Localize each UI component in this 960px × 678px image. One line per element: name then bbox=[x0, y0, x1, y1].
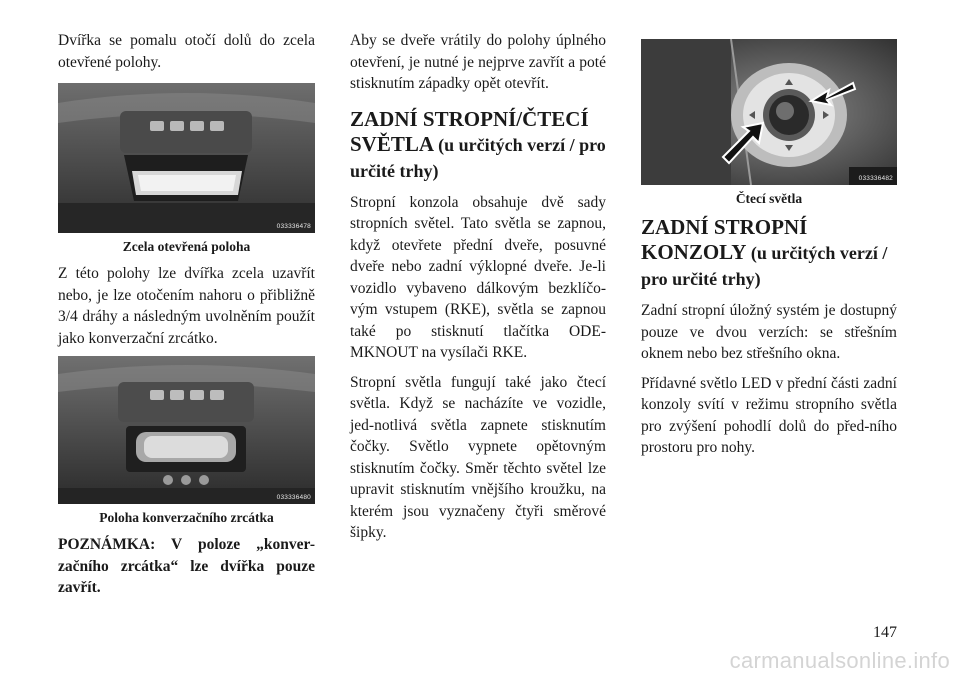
figure-code: 033336482 bbox=[858, 175, 893, 182]
page-number: 147 bbox=[873, 624, 897, 641]
figure-code: 033336480 bbox=[276, 494, 311, 501]
section-heading-reading-lights bbox=[350, 107, 606, 184]
photo-fully-open bbox=[58, 83, 315, 233]
watermark: carmanualsonline.info bbox=[729, 648, 950, 673]
heading-sub: (u určitých verzí / pro určité trhy) bbox=[350, 134, 606, 181]
column-left bbox=[58, 30, 315, 599]
figure-conversation-mirror bbox=[58, 356, 315, 504]
photo-reading-lights bbox=[641, 39, 897, 185]
photo-conversation-mirror bbox=[58, 356, 315, 504]
door-paragraph: Aby se dveře vrátily do polohy úplného otevření, je nutné je nejprve zavřít a poté stisknutím západky opět otevřít. bbox=[350, 32, 606, 92]
figure-code: 033336478 bbox=[276, 223, 311, 230]
section-heading-rear-console bbox=[641, 215, 897, 292]
heading-main: ZADNÍ STROPNÍ KONZOLY bbox=[641, 215, 808, 264]
console-paragraph: Stropní konzola obsahuje dvě sady stropních světel. Tato světla se zapnou, když otevřete přední dveře, posuvné dveře nebo zadní výklopné dveře. Je-li vozidlo vybaveno dálkovým bezklíčo-vým vstupem (RKE), světla se zapnou také po stisknutí tlačítka ODE-MKNOUT na vysílači RKE. bbox=[350, 193, 606, 361]
led-paragraph: Přídavné světlo LED v přední části zadní konzoly svítí v režimu stropního světla pro zvýšení pohodlí dolů do před-ního prostoru pro nohy. bbox=[641, 374, 897, 456]
figure-caption: Čtecí světla bbox=[735, 191, 803, 206]
mirror-paragraph: Z této polohy lze dvířka zcela uzavřít nebo, je lze otočením nahoru o přibližně 3/4 dráhy a následným uvolněním použít jako konverzační zrcátko. bbox=[58, 265, 315, 347]
column-right bbox=[641, 39, 897, 459]
heading-sub: (u určitých verzí / pro určité trhy) bbox=[641, 243, 888, 289]
figure-reading-lights bbox=[641, 39, 897, 185]
figure-fully-open bbox=[58, 83, 315, 233]
intro-paragraph: Dvířka se pomalu otočí dolů do zcela otevřené polohy. bbox=[58, 32, 315, 71]
column-middle bbox=[350, 30, 606, 544]
reading-light-paragraph: Stropní světla fungují také jako čtecí světla. Když se nacházíte ve vozidle, jed-notlivá světla zapnete stisknutím čočky. Světlo vypnete opětovným stisknutím čočky. Směr těchto světel lze upravit stisknutím vnějšího kroužku, na kterém jsou vyznačeny čtyři směrové šipky. bbox=[350, 373, 606, 541]
storage-paragraph: Zadní stropní úložný systém je dostupný pouze ve dvou verzích: se střešním oknem nebo bez střešního okna. bbox=[641, 302, 897, 362]
figure-caption: Zcela otevřená poloha bbox=[122, 239, 251, 254]
figure-caption: Poloha konverzačního zrcátka bbox=[99, 510, 274, 525]
heading-main: ZADNÍ STROPNÍ/ČTECÍ SVĚTLA bbox=[350, 106, 589, 156]
note-paragraph: POZNÁMKA: V poloze „konver-začního zrcátka“ lze dvířka pouze zavřít. bbox=[58, 536, 315, 596]
